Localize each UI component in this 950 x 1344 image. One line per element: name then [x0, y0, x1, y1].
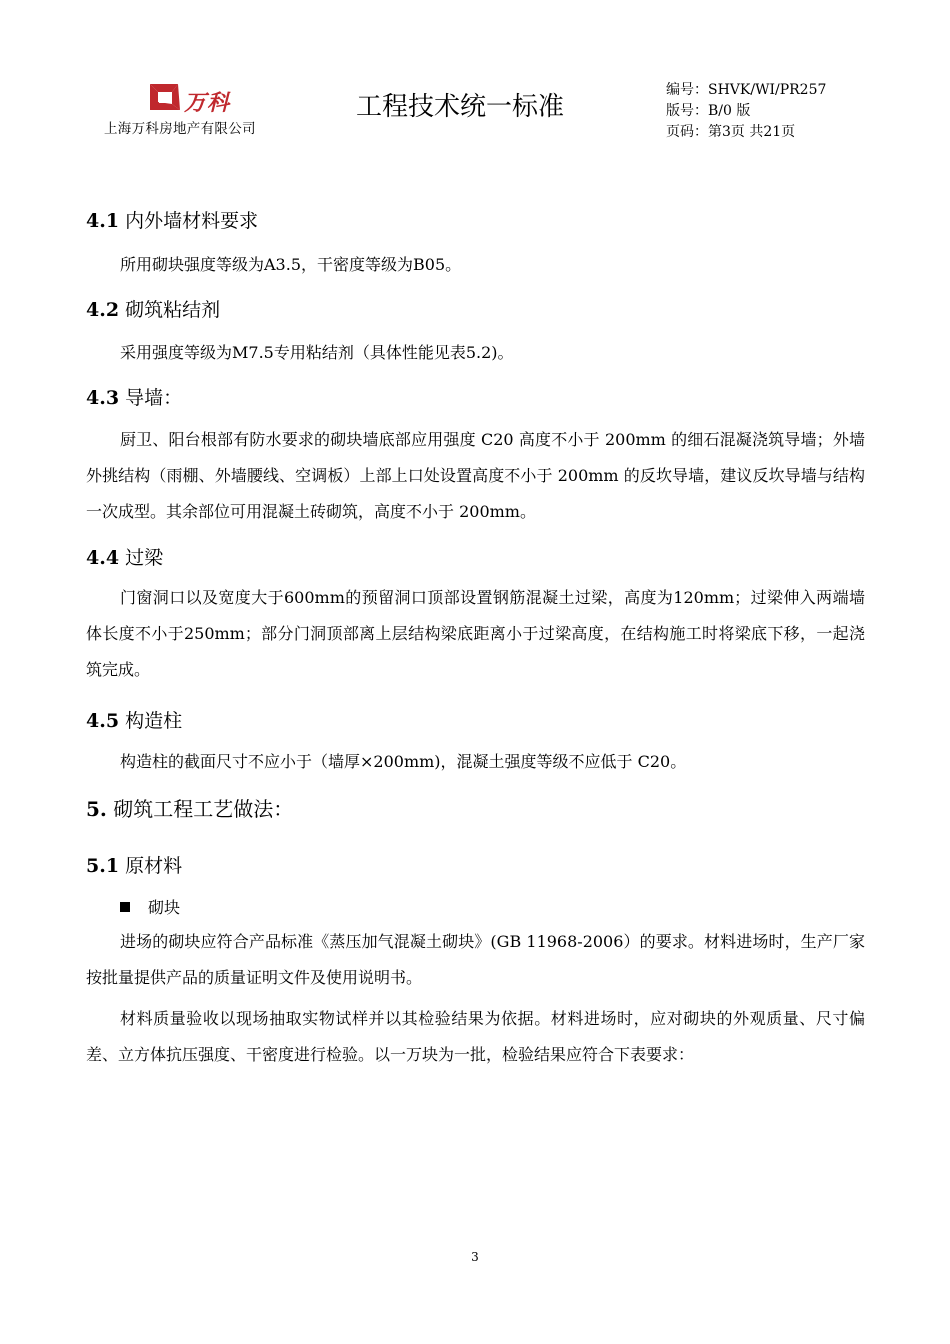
vanke-logo-icon [148, 80, 182, 114]
section-4-2-text: 采用强度等级为M7.5专用粘结剂（具体性能见表5.2)。 [120, 343, 514, 362]
section-title: 砌筑粘结剂 [125, 299, 221, 321]
section-4-3-paragraph: 厨卫、阳台根部有防水要求的砌块墙底部应用强度 C20 高度不小于 200mm 的细石混凝浇筑导墙；外墙外挑结构（雨棚、外墙腰线、空调板）上部上口处设置高度不小于 200mm 的反坎导墙，建议反坎导墙与结构一次成型。其余部位可用混凝土砖砌筑，高度不小于 200mm。 [86, 430, 865, 521]
section-4-5-heading [86, 706, 182, 733]
section-number: 5. [86, 797, 107, 821]
section-4-1-text: 所用砌块强度等级为A3.5，干密度等级为B05。 [120, 255, 462, 274]
bullet-label: 砌块 [148, 898, 181, 917]
section-title: 导墙： [125, 387, 183, 409]
section-4-5-text: 构造柱的截面尺寸不应小于（墙厚×200mm)，混凝土强度等级不应低于 C20。 [120, 752, 687, 771]
section-5-heading [86, 793, 293, 822]
section-5-1-heading [86, 851, 182, 878]
doc-version: 版号：B/0 版 [666, 103, 751, 119]
page-number: 3 [471, 1250, 479, 1264]
section-number: 4.4 [86, 547, 120, 569]
section-5-1-paragraph-2: 材料质量验收以现场抽取实物试样并以其检验结果为依据。材料进场时，应对砌块的外观质量、尺寸偏差、立方体抗压强度、干密度进行检验。以一万块为一批，检验结果应符合下表要求： [86, 1009, 865, 1064]
square-bullet-icon [120, 902, 130, 912]
logo-text: 万科 [184, 91, 231, 116]
section-number: 5.1 [86, 855, 120, 877]
section-number: 4.3 [86, 387, 120, 409]
section-title: 过梁 [125, 547, 164, 569]
section-number: 4.1 [86, 210, 120, 232]
document-title: 工程技术统一标准 [356, 92, 565, 122]
section-4-4-paragraph: 门窗洞口以及宽度大于600mm的预留洞口顶部设置钢筋混凝土过梁，高度为120mm；过梁伸入两端墙体长度不小于250mm；部分门洞顶部离上层结构梁底距离小于过梁高度，在结构施工时将梁底下移，一起浇筑完成。 [86, 588, 865, 679]
section-title: 内外墙材料要求 [125, 210, 259, 232]
document-meta [666, 80, 826, 143]
company-name: 上海万科房地产有限公司 [104, 121, 256, 137]
bullet-item [120, 895, 180, 918]
section-title: 原材料 [125, 855, 183, 877]
section-4-3-heading [86, 383, 182, 410]
section-5-1-paragraph-1: 进场的砌块应符合产品标准《蒸压加气混凝土砌块》(GB 11968-2006）的要求。材料进场时，生产厂家按批量提供产品的质量证明文件及使用说明书。 [86, 932, 865, 987]
section-4-4-heading [86, 543, 163, 570]
doc-code: 编号：SHVK/WI/PR257 [666, 82, 827, 98]
section-title: 砌筑工程工艺做法： [113, 797, 294, 821]
section-4-1-heading [86, 206, 258, 233]
section-number: 4.2 [86, 299, 120, 321]
doc-page: 页码：第3页 共21页 [666, 124, 796, 140]
section-title: 构造柱 [125, 710, 183, 732]
section-4-2-heading [86, 295, 220, 322]
vanke-logo [148, 80, 258, 114]
section-number: 4.5 [86, 710, 120, 732]
